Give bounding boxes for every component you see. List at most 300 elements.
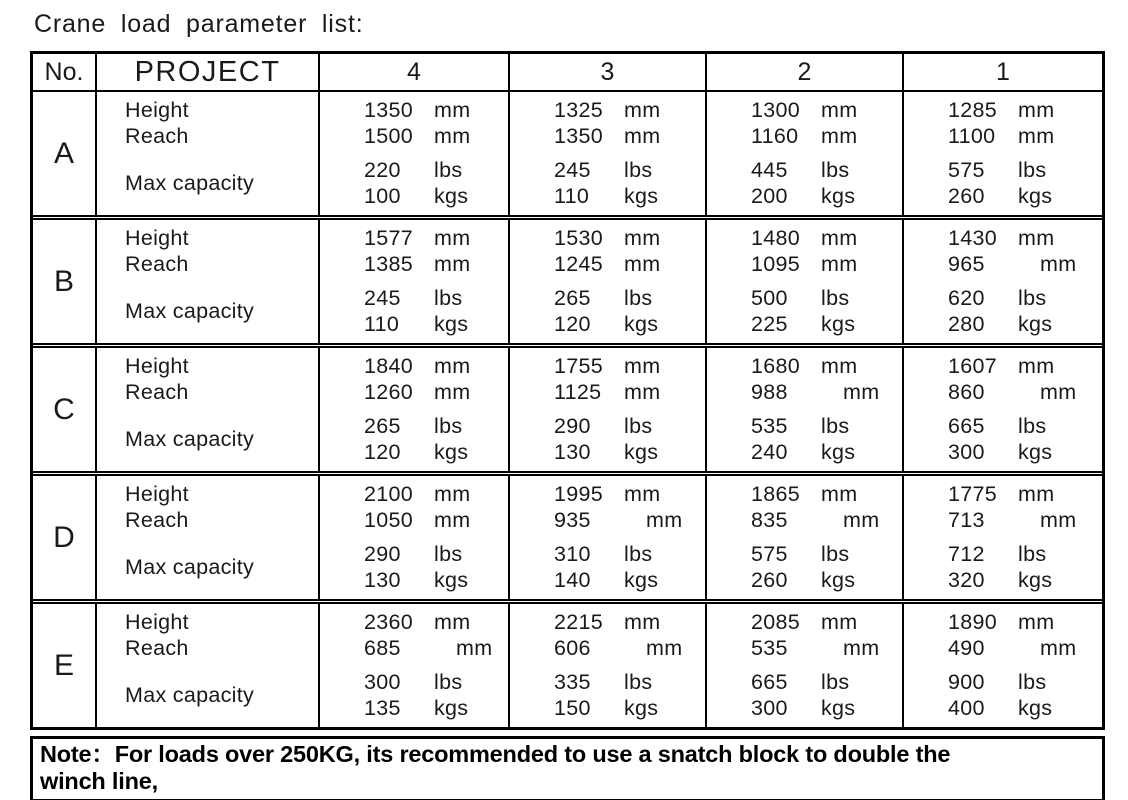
value-number: 1385	[364, 251, 414, 276]
value-number: 535	[751, 635, 788, 660]
value-cell-project-3	[510, 220, 707, 343]
value-unit: mm	[434, 507, 471, 532]
value-unit: mm	[821, 481, 858, 506]
value-number: 310	[554, 541, 591, 566]
value-unit: lbs	[624, 669, 653, 694]
value-number: 240	[751, 439, 788, 464]
value-number: 1095	[751, 251, 801, 276]
value-line	[948, 541, 1102, 567]
value-unit: lbs	[434, 669, 463, 694]
value-line	[554, 481, 705, 507]
value-line	[554, 567, 705, 593]
value-unit: lbs	[434, 413, 463, 438]
table-row-block-b	[33, 215, 1102, 343]
column-header-3: 3	[510, 54, 707, 90]
value-unit: kgs	[821, 439, 856, 464]
value-line	[751, 157, 902, 183]
value-unit: mm	[1018, 123, 1055, 148]
value-unit: lbs	[624, 285, 653, 310]
value-unit: mm	[646, 635, 683, 660]
value-cell-project-4	[320, 476, 510, 599]
value-line	[751, 123, 902, 149]
value-line	[364, 183, 508, 209]
value-line	[364, 353, 508, 379]
value-line	[364, 379, 508, 405]
value-unit: lbs	[821, 541, 850, 566]
value-line	[364, 439, 508, 465]
value-unit: mm	[821, 609, 858, 634]
value-line	[364, 567, 508, 593]
value-line	[948, 379, 1102, 405]
table-row-block-e	[33, 599, 1102, 727]
value-number: 1325	[554, 97, 604, 122]
value-number: 300	[751, 695, 788, 720]
column-header-project: PROJECT	[97, 54, 320, 90]
value-unit: lbs	[434, 157, 463, 182]
value-line	[948, 251, 1102, 277]
value-number: 1995	[554, 481, 604, 506]
column-header-2: 2	[707, 54, 904, 90]
value-unit: lbs	[1018, 285, 1047, 310]
value-number: 245	[554, 157, 591, 182]
value-line	[364, 609, 508, 635]
value-line	[751, 413, 902, 439]
value-line	[751, 541, 902, 567]
value-line	[751, 507, 902, 533]
value-number: 265	[364, 413, 401, 438]
parameter-label-cell	[97, 476, 320, 599]
value-cell-project-4	[320, 348, 510, 471]
value-number: 685	[364, 635, 401, 660]
table-row-block-a	[33, 92, 1102, 215]
value-line	[364, 285, 508, 311]
value-number: 712	[948, 541, 985, 566]
value-number: 260	[948, 183, 985, 208]
value-cell-project-3	[510, 348, 707, 471]
parameter-label-cell	[97, 92, 320, 215]
value-number: 260	[751, 567, 788, 592]
table-body	[33, 92, 1102, 727]
value-line	[554, 379, 705, 405]
value-number: 1530	[554, 225, 604, 250]
page-title: Crane load parameter list:	[34, 10, 364, 38]
value-number: 130	[554, 439, 591, 464]
value-line	[751, 609, 902, 635]
value-number: 320	[948, 567, 985, 592]
value-number: 860	[948, 379, 985, 404]
value-unit: lbs	[821, 669, 850, 694]
value-unit: lbs	[434, 285, 463, 310]
value-number: 713	[948, 507, 985, 532]
value-line	[364, 635, 508, 661]
value-line	[364, 311, 508, 337]
param-label-max-capacity: Max capacity	[125, 298, 255, 323]
param-label-reach: Reach	[125, 123, 189, 148]
value-unit: mm	[843, 635, 880, 660]
value-number: 300	[948, 439, 985, 464]
value-unit: mm	[1018, 353, 1055, 378]
value-line	[948, 609, 1102, 635]
value-number: 400	[948, 695, 985, 720]
value-cell-project-2	[707, 348, 904, 471]
value-unit: kgs	[1018, 439, 1053, 464]
value-number: 110	[554, 183, 590, 208]
value-unit: mm	[1018, 97, 1055, 122]
value-line	[364, 669, 508, 695]
value-cell-project-1	[904, 348, 1102, 471]
parameter-label-cell	[97, 604, 320, 727]
note-box	[30, 736, 1105, 800]
value-unit: lbs	[1018, 157, 1047, 182]
value-number: 1285	[948, 97, 998, 122]
value-line	[554, 251, 705, 277]
value-line	[554, 285, 705, 311]
value-number: 225	[751, 311, 788, 336]
value-number: 2085	[751, 609, 801, 634]
param-label-reach: Reach	[125, 251, 189, 276]
value-line	[948, 481, 1102, 507]
value-line	[751, 379, 902, 405]
value-number: 300	[364, 669, 401, 694]
value-unit: mm	[434, 225, 471, 250]
value-cell-project-1	[904, 220, 1102, 343]
value-line	[948, 567, 1102, 593]
value-number: 280	[948, 311, 985, 336]
value-number: 535	[751, 413, 788, 438]
param-label-max-capacity: Max capacity	[125, 170, 255, 195]
value-line	[948, 225, 1102, 251]
value-line	[948, 353, 1102, 379]
value-line	[554, 123, 705, 149]
value-unit: mm	[624, 225, 661, 250]
value-line	[554, 353, 705, 379]
value-line	[751, 353, 902, 379]
value-line	[554, 609, 705, 635]
value-number: 1350	[364, 97, 414, 122]
value-number: 490	[948, 635, 985, 660]
param-label-reach: Reach	[125, 507, 189, 532]
value-line	[554, 507, 705, 533]
value-line	[948, 97, 1102, 123]
value-cell-project-1	[904, 476, 1102, 599]
value-number: 665	[751, 669, 788, 694]
value-line	[364, 413, 508, 439]
value-unit: kgs	[624, 311, 659, 336]
value-number: 140	[554, 567, 591, 592]
value-unit: mm	[434, 353, 471, 378]
value-line	[554, 183, 705, 209]
value-line	[948, 635, 1102, 661]
value-number: 1350	[554, 123, 604, 148]
value-line	[364, 97, 508, 123]
value-unit: mm	[624, 609, 661, 634]
value-unit: mm	[434, 481, 471, 506]
value-unit: mm	[1040, 251, 1077, 276]
value-unit: kgs	[821, 695, 856, 720]
parameter-label-cell	[97, 348, 320, 471]
value-line	[948, 695, 1102, 721]
value-number: 2360	[364, 609, 414, 634]
value-number: 575	[751, 541, 788, 566]
value-number: 245	[364, 285, 401, 310]
value-unit: kgs	[624, 695, 659, 720]
value-cell-project-3	[510, 92, 707, 215]
value-line	[364, 157, 508, 183]
value-line	[554, 635, 705, 661]
table-header-row	[33, 54, 1102, 92]
value-number: 900	[948, 669, 985, 694]
value-unit: mm	[646, 507, 683, 532]
value-unit: mm	[1040, 379, 1077, 404]
note-line-1: Note：For loads over 250KG, its recommended to use a snatch block to double the	[40, 741, 951, 767]
value-number: 335	[554, 669, 591, 694]
value-line	[554, 695, 705, 721]
value-line	[364, 225, 508, 251]
value-number: 1775	[948, 481, 998, 506]
value-line	[948, 669, 1102, 695]
value-cell-project-4	[320, 92, 510, 215]
value-number: 1050	[364, 507, 414, 532]
value-unit: lbs	[434, 541, 463, 566]
value-line	[554, 225, 705, 251]
value-number: 965	[948, 251, 985, 276]
value-line	[948, 439, 1102, 465]
value-unit: mm	[434, 97, 471, 122]
value-number: 1430	[948, 225, 998, 250]
param-label-reach: Reach	[125, 379, 189, 404]
row-letter-c: C	[33, 348, 97, 471]
value-number: 620	[948, 285, 985, 310]
value-line	[751, 439, 902, 465]
value-line	[364, 695, 508, 721]
column-header-no: No.	[33, 54, 97, 90]
value-number: 200	[751, 183, 788, 208]
value-unit: mm	[1018, 481, 1055, 506]
value-number: 1160	[751, 123, 799, 148]
value-unit: kgs	[1018, 695, 1053, 720]
value-cell-project-4	[320, 220, 510, 343]
value-unit: mm	[821, 251, 858, 276]
value-number: 290	[554, 413, 591, 438]
value-number: 1607	[948, 353, 998, 378]
value-number: 445	[751, 157, 788, 182]
value-line	[751, 311, 902, 337]
value-unit: mm	[821, 97, 858, 122]
value-unit: kgs	[624, 567, 659, 592]
value-number: 1245	[554, 251, 604, 276]
value-number: 1300	[751, 97, 801, 122]
value-number: 1260	[364, 379, 414, 404]
value-number: 1480	[751, 225, 801, 250]
value-unit: mm	[1018, 225, 1055, 250]
value-number: 665	[948, 413, 985, 438]
value-line	[948, 507, 1102, 533]
value-unit: mm	[1040, 507, 1077, 532]
value-cell-project-1	[904, 92, 1102, 215]
value-unit: lbs	[624, 541, 653, 566]
value-unit: mm	[1018, 609, 1055, 634]
value-cell-project-2	[707, 92, 904, 215]
value-number: 1125	[554, 379, 602, 404]
value-number: 935	[554, 507, 591, 532]
parameter-label-cell	[97, 220, 320, 343]
value-unit: kgs	[434, 183, 469, 208]
value-line	[751, 285, 902, 311]
value-line	[364, 541, 508, 567]
row-letter-a: A	[33, 92, 97, 215]
value-cell-project-2	[707, 604, 904, 727]
param-label-height: Height	[125, 609, 189, 634]
column-header-4: 4	[320, 54, 510, 90]
value-line	[751, 251, 902, 277]
value-unit: kgs	[624, 439, 659, 464]
value-number: 1500	[364, 123, 414, 148]
value-unit: mm	[843, 379, 880, 404]
param-label-max-capacity: Max capacity	[125, 682, 255, 707]
value-number: 1680	[751, 353, 801, 378]
value-number: 120	[364, 439, 401, 464]
value-unit: kgs	[821, 311, 856, 336]
value-unit: kgs	[821, 183, 856, 208]
value-line	[751, 97, 902, 123]
value-unit: kgs	[821, 567, 856, 592]
value-line	[554, 311, 705, 337]
value-unit: lbs	[1018, 541, 1047, 566]
value-line	[364, 481, 508, 507]
value-number: 1577	[364, 225, 414, 250]
value-line	[948, 157, 1102, 183]
value-unit: mm	[821, 225, 858, 250]
value-unit: mm	[821, 353, 858, 378]
value-unit: kgs	[434, 695, 469, 720]
value-line	[948, 285, 1102, 311]
value-number: 290	[364, 541, 401, 566]
value-number: 1840	[364, 353, 414, 378]
table-row-block-c	[33, 343, 1102, 471]
value-unit: kgs	[1018, 567, 1053, 592]
param-label-max-capacity: Max capacity	[125, 426, 255, 451]
value-unit: lbs	[821, 285, 850, 310]
value-unit: mm	[624, 123, 661, 148]
value-unit: kgs	[434, 439, 469, 464]
value-unit: lbs	[624, 157, 653, 182]
param-label-height: Height	[125, 97, 189, 122]
value-line	[364, 123, 508, 149]
value-number: 2100	[364, 481, 414, 506]
value-number: 2215	[554, 609, 604, 634]
value-unit: mm	[624, 97, 661, 122]
note-line-2: winch line,	[40, 768, 158, 794]
value-number: 100	[364, 183, 401, 208]
value-number: 120	[554, 311, 591, 336]
value-unit: mm	[821, 123, 858, 148]
value-cell-project-3	[510, 476, 707, 599]
value-number: 150	[554, 695, 591, 720]
value-unit: mm	[434, 379, 471, 404]
value-unit: lbs	[1018, 669, 1047, 694]
param-label-max-capacity: Max capacity	[125, 554, 255, 579]
value-number: 575	[948, 157, 985, 182]
value-number: 220	[364, 157, 401, 182]
value-unit: mm	[624, 481, 661, 506]
value-line	[364, 507, 508, 533]
value-line	[751, 225, 902, 251]
crane-load-parameter-table	[30, 51, 1105, 730]
value-cell-project-1	[904, 604, 1102, 727]
value-number: 1100	[948, 123, 996, 148]
value-unit: kgs	[624, 183, 659, 208]
row-letter-b: B	[33, 220, 97, 343]
value-cell-project-4	[320, 604, 510, 727]
column-header-1: 1	[996, 57, 1010, 86]
value-number: 606	[554, 635, 591, 660]
value-unit: mm	[1040, 635, 1077, 660]
param-label-height: Height	[125, 481, 189, 506]
value-unit: mm	[624, 251, 661, 276]
table-row-block-d	[33, 471, 1102, 599]
value-unit: kgs	[1018, 311, 1053, 336]
value-line	[948, 311, 1102, 337]
value-number: 1755	[554, 353, 604, 378]
value-unit: mm	[434, 251, 471, 276]
value-cell-project-2	[707, 476, 904, 599]
value-line	[554, 97, 705, 123]
value-cell-project-2	[707, 220, 904, 343]
row-letter-e: E	[33, 604, 97, 727]
value-number: 500	[751, 285, 788, 310]
value-cell-project-3	[510, 604, 707, 727]
value-line	[554, 439, 705, 465]
value-unit: lbs	[1018, 413, 1047, 438]
value-number: 1865	[751, 481, 801, 506]
value-unit: lbs	[624, 413, 653, 438]
value-number: 135	[364, 695, 401, 720]
value-line	[948, 413, 1102, 439]
value-unit: mm	[624, 379, 661, 404]
value-unit: mm	[434, 123, 471, 148]
value-line	[948, 183, 1102, 209]
value-number: 1890	[948, 609, 998, 634]
value-unit: kgs	[434, 311, 469, 336]
value-number: 265	[554, 285, 591, 310]
value-unit: mm	[843, 507, 880, 532]
value-line	[751, 669, 902, 695]
value-unit: mm	[456, 635, 493, 660]
value-unit: mm	[434, 609, 471, 634]
value-unit: lbs	[821, 157, 850, 182]
value-line	[751, 635, 902, 661]
param-label-height: Height	[125, 353, 189, 378]
value-number: 130	[364, 567, 401, 592]
value-line	[751, 567, 902, 593]
value-line	[751, 183, 902, 209]
value-line	[948, 123, 1102, 149]
value-line	[364, 251, 508, 277]
value-line	[751, 481, 902, 507]
value-unit: mm	[624, 353, 661, 378]
value-unit: kgs	[434, 567, 469, 592]
value-number: 988	[751, 379, 788, 404]
row-letter-d: D	[33, 476, 97, 599]
value-line	[554, 413, 705, 439]
value-line	[751, 695, 902, 721]
value-unit: lbs	[821, 413, 850, 438]
value-unit: kgs	[1018, 183, 1053, 208]
value-line	[554, 541, 705, 567]
param-label-height: Height	[125, 225, 189, 250]
value-line	[554, 157, 705, 183]
value-number: 835	[751, 507, 788, 532]
